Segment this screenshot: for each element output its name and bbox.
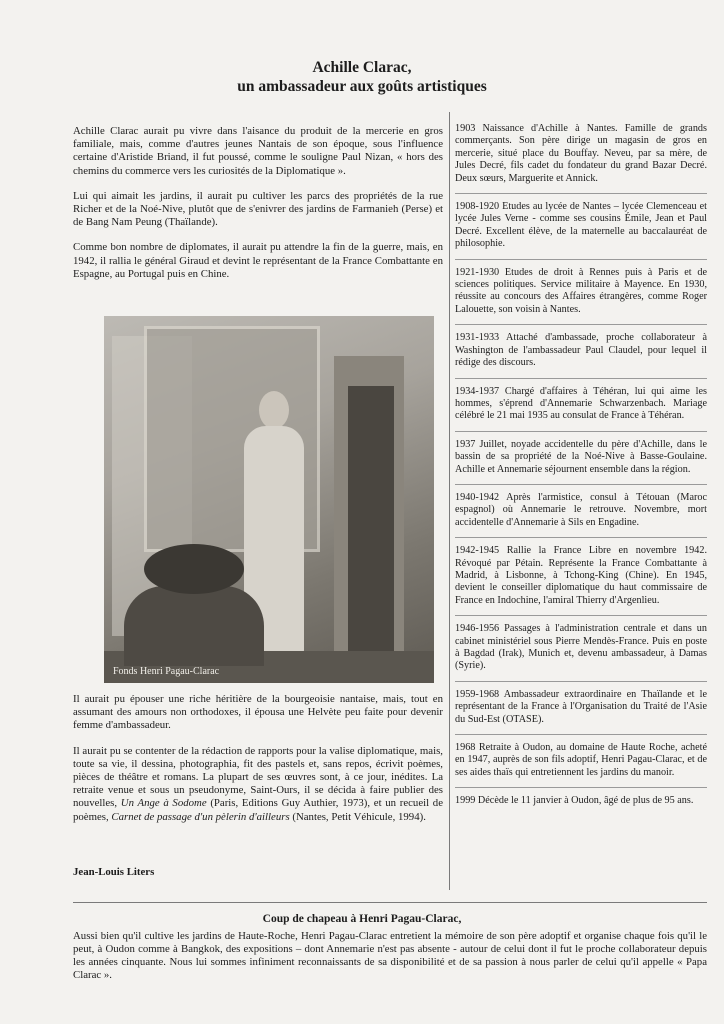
photo-caption: Fonds Henri Pagau-Clarac — [113, 666, 220, 677]
text-span: Il aurait pu se contenter de la rédaction de rapports pour la valise diplomatique, mais, toute sa vie, il dessina, photographia, fit des pastels et, sans repos, écrivit poèmes, pièces de théâtre et romans. La plupart de ses œuvres sont, à ce jour, inédites. La retraite venue et sous un pseudonyme, Saint-Ours, il se décida à faire publier des nouvelles, — [73, 744, 443, 810]
text-span: (Paris, Editions Guy Authier, 1973), et un recueil de poèmes, — [73, 797, 443, 823]
article-title — [0, 58, 724, 96]
title-line-1: Achille Clarac, — [312, 59, 412, 76]
timeline — [455, 120, 707, 820]
tribute-text: Aussi bien qu'il cultive les jardins de Haute-Roche, Henri Pagau-Clarac entretient la mémoire de son père adoptif et organise chaque fois qu'il le peut, à Oudon comme à Bangkok, des expositions – dont Annemarie n'est pas absente - autour de celui dont il fut le proche collaborateur depuis les années cinquante. Nous lui sommes infiniment reconnaissants de sa disponibilité et de sa passion à nous parler de celui qu'il appelle « Papa Clarac ». — [73, 930, 707, 981]
closing-paragraph: Il aurait pu épouser une riche héritière de la bourgeoisie nantaise, mais, tout en assumant des amours non orthodoxes, il épousa une Helvète peu faite pour devenir femme d'ambassadeur. — [73, 693, 443, 732]
book-title: Un Ange à Sodome — [120, 797, 207, 810]
column-divider — [449, 112, 450, 890]
author-signature: Jean-Louis Liters — [73, 866, 155, 878]
timeline-entry: 1921-1930 Etudes de droit à Rennes puis à Paris et de sciences politiques. Service militaire à Mayence. En 1930, réussite au concours des Affaires étrangères, comme Roger Lalouette, son voisin à Nantes. — [455, 264, 707, 326]
timeline-entry: 1937 Juillet, noyade accidentelle du père d'Achille, dans le bassin de sa propriété de la Noé-Nive à Basse-Goulaine. Achille et Annemarie séjournent ensemble dans la région. — [455, 436, 707, 485]
intro-paragraph: Lui qui aimait les jardins, il aurait pu cultiver les parcs des propriétés de la rue Richer et de la Noé-Nive, plutôt que de s'enivrer des jardins de Farmanieh (Perse) et de Bang Nam Peung (Thaïlande). — [73, 189, 443, 229]
timeline-entry: 1940-1942 Après l'armistice, consul à Tétouan (Maroc espagnol) où Annemarie le retrouve. Novembre, mort accidentelle d'Annemarie à Sils en Engadine. — [455, 489, 707, 538]
intro-text — [73, 125, 443, 293]
timeline-entry: 1931-1933 Attaché d'ambassade, proche collaborateur à Washington de l'ambassadeur Paul Claudel, pour lequel il rédige des discours. — [455, 329, 707, 378]
timeline-entry: 1946-1956 Passages à l'administration centrale et dans un cabinet ministériel sous Pierre Mendès-France. Puis en poste à Bagdad (Irak), Munich et, devenu ambassadeur, à Damas (Syrie). — [455, 620, 707, 682]
intro-paragraph: Comme bon nombre de diplomates, il aurait pu attendre la fin de la guerre, mais, en 1942, il rallia le général Giraud et devint le représentant de la France Combattante en Espagne, au Portugal puis en Chine. — [73, 241, 443, 280]
closing-paragraph — [73, 745, 443, 824]
photo-figure-head — [259, 391, 289, 429]
photo-table — [124, 586, 264, 666]
timeline-entry: 1908-1920 Etudes au lycée de Nantes – lycée Clemenceau et lycée Jules Verne - comme ses cousins Émile, Jean et Paul Decré. Excellent élève, de la maternelle au baccalauréat de philosophie. — [455, 198, 707, 260]
text-span: (Nantes, Petit Véhicule, 1994). — [289, 810, 426, 823]
closing-text — [73, 693, 443, 836]
tribute-title: Coup de chapeau à Henri Pagau-Clarac, — [262, 913, 462, 925]
timeline-entry: 1999 Décède le 11 janvier à Oudon, âgé de plus de 95 ans. — [455, 795, 694, 807]
photo-doorway — [348, 386, 394, 656]
portrait-photo — [104, 316, 434, 683]
section-divider — [73, 902, 707, 903]
photo-flowers — [144, 544, 244, 594]
timeline-entry: 1942-1945 Rallie la France Libre en novembre 1942. Révoqué par Pétain. Représente la France Combattante à Madrid, à Lisbonne, à Tchong-King (Chine). En 1945, devient le conseiller diplomatique du haut commissaire de France en Indochine, l'amiral Thierry d'Argenlieu. — [455, 542, 707, 616]
book-title: Carnet de passage d'un pèlerin d'ailleurs — [111, 810, 290, 823]
timeline-entry: 1903 Naissance d'Achille à Nantes. Famille de grands commerçants. Son père dirige un magasin de gros en mercerie, situé place du Bouffay. Neveu, par sa mère, de Jules Decré, fils cadet du fondateur du grand Bazar Decré. Deux sœurs, Marguerite et Annick. — [455, 120, 707, 194]
title-line-2: un ambassadeur aux goûts artistiques — [237, 78, 487, 95]
timeline-entry: 1934-1937 Chargé d'affaires à Téhéran, lui qui aime les hommes, s'éprend d'Annemarie Schwarzenbach. Mariage célébré le 21 mai 1935 au consulat de France à Téhéran. — [455, 383, 707, 432]
intro-paragraph: Achille Clarac aurait pu vivre dans l'aisance du produit de la mercerie en gros familiale, mais, comme d'autres jeunes Nantais de son époque, sous l'influence certaine d'Aristide Briand, il fut poussé, comme le souligne Paul Nizan, « hors des chemins du commerce vers les curiosités de la Diplomatique ». — [73, 125, 443, 177]
timeline-entry: 1968 Retraite à Oudon, au domaine de Haute Roche, acheté en 1947, auprès de son fils adoptif, Henri Pagau-Clarac, et de ses aides thaïs qui entretiennent les jardins du manoir. — [455, 739, 707, 788]
timeline-entry: 1959-1968 Ambassadeur extraordinaire en Thaïlande et le représentant de la France à l'Organisation du Traité de l'Asie du Sud-Est (OTASE). — [455, 686, 707, 735]
